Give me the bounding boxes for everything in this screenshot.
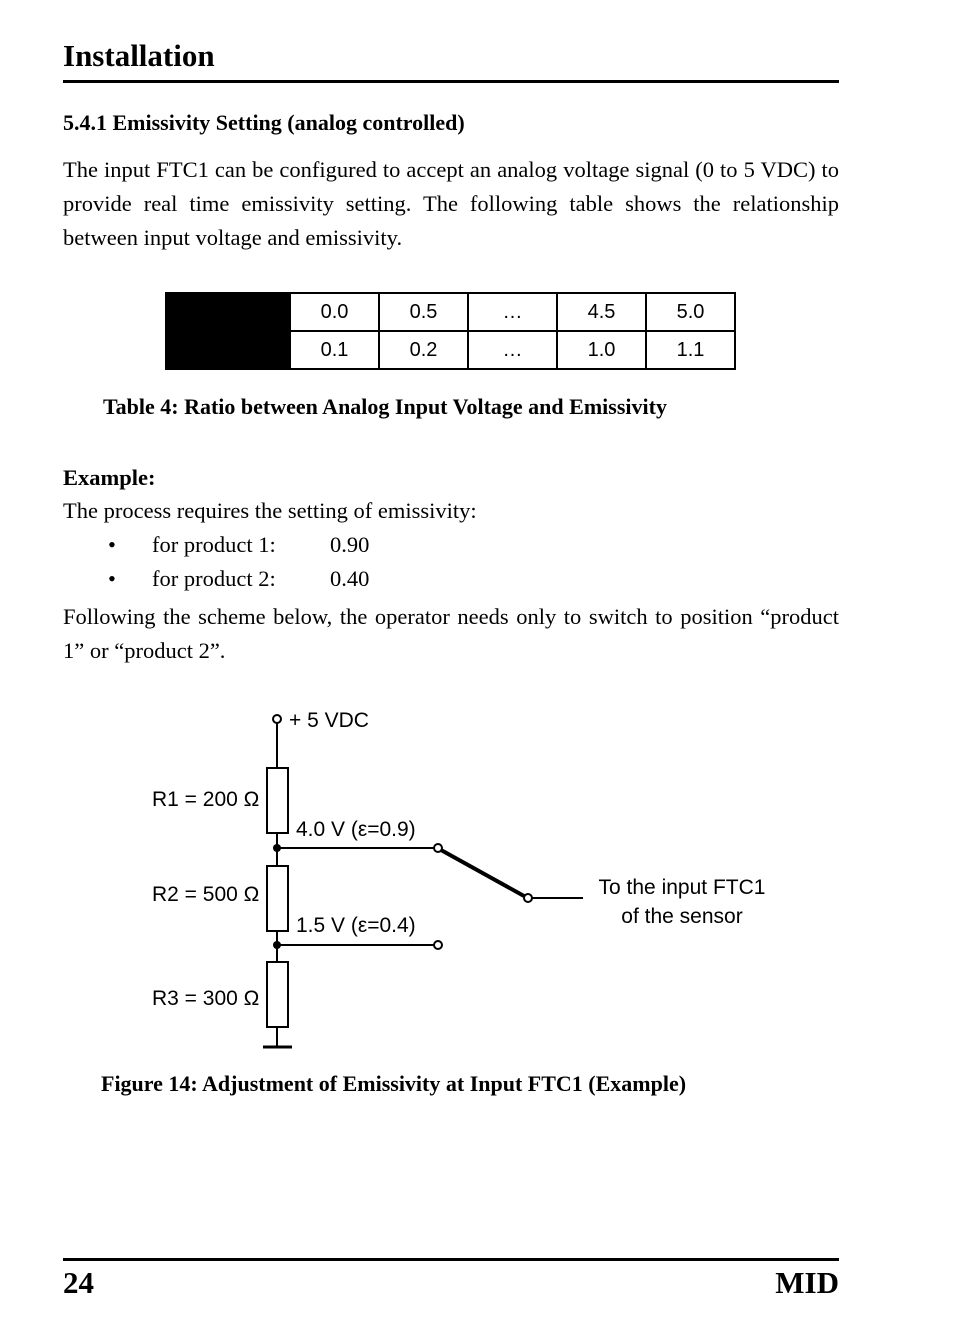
resistor-r1 xyxy=(267,768,288,833)
bullet-icon: • xyxy=(108,566,116,591)
supply-label: + 5 VDC xyxy=(289,709,369,732)
page-header-title: Installation xyxy=(63,38,215,73)
table-cell: … xyxy=(468,293,557,331)
list-item-value: 0.40 xyxy=(330,566,370,591)
list-item-label: for product 1: xyxy=(152,532,276,557)
intro-paragraph: The input FTC1 can be configured to accept an analog voltage signal (0 to 5 VDC) to provide real time emissivity setting. The following table shows the relationship between input voltage and emissivity. xyxy=(63,157,839,250)
r2-label: R2 = 500 Ω xyxy=(152,883,260,906)
footer-brand: MID xyxy=(775,1265,839,1300)
table-cell: 0.0 xyxy=(290,293,379,331)
example-intro: The process requires the setting of emissivity: xyxy=(63,498,477,523)
figure-caption: Figure 14: Adjustment of Emissivity at Input FTC1 (Example) xyxy=(101,1071,687,1096)
tap2-label: 1.5 V (ε=0.4) xyxy=(296,914,416,937)
resistor-r2 xyxy=(267,866,288,931)
table-cell: 4.5 xyxy=(557,293,646,331)
table-cell: 0.1 xyxy=(290,331,379,369)
table-cell: … xyxy=(468,331,557,369)
table-cell: 5.0 xyxy=(646,293,735,331)
table-cell: 0.2 xyxy=(379,331,468,369)
switch-pivot xyxy=(524,894,532,902)
tap1-label: 4.0 V (ε=0.9) xyxy=(296,818,416,841)
output-label-line1: To the input FTC1 xyxy=(598,876,766,899)
r1-label: R1 = 200 Ω xyxy=(152,788,260,811)
table-cell: 1.0 xyxy=(557,331,646,369)
r3-label: R3 = 300 Ω xyxy=(152,987,260,1010)
scheme-paragraph: Following the scheme below, the operator needs only to switch to position “product 1” or “product 2”. xyxy=(63,604,839,663)
example-label: Example: xyxy=(63,465,156,490)
section-heading: 5.4.1 Emissivity Setting (analog controlled) xyxy=(63,110,465,135)
table-caption: Table 4: Ratio between Analog Input Voltage and Emissivity xyxy=(103,394,667,419)
list-item-label: for product 2: xyxy=(152,566,276,591)
table-cell: 0.5 xyxy=(379,293,468,331)
output-label-line2: of the sensor xyxy=(621,905,743,928)
footer-rule xyxy=(63,1258,839,1261)
page-number: 24 xyxy=(63,1265,94,1300)
table-cell: 1.1 xyxy=(646,331,735,369)
list-item-value: 0.90 xyxy=(330,532,370,557)
bullet-icon: • xyxy=(108,532,116,557)
resistor-r3 xyxy=(267,962,288,1027)
switch-arm xyxy=(441,850,524,896)
supply-terminal xyxy=(273,715,281,723)
switch-contact-2 xyxy=(434,941,442,949)
